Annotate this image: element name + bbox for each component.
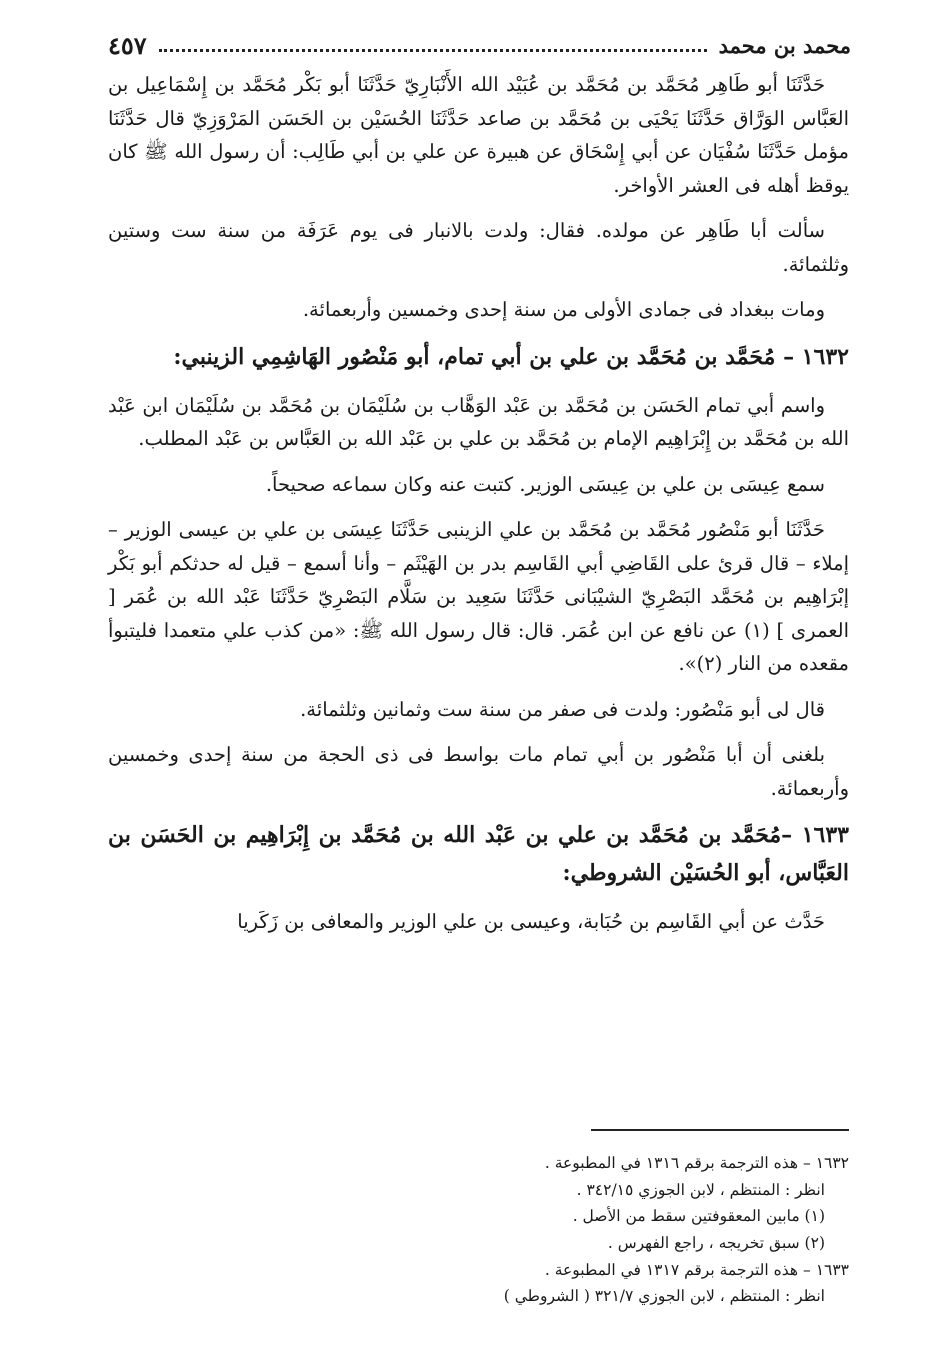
footnote-line: ١٦٣٣ – هذه الترجمة برقم ١٣١٧ في المطبوعة . [544,1260,849,1279]
page-header [108,28,851,62]
paragraph-birth: سألت أبا طَاهِر عن مولده. فقال: ولدت بالانبار فى يوم عَرَفَة من سنة ست وستين وثلثمائة. [108,219,849,276]
header-dotted-leader [159,39,707,52]
footnote-line: ١٦٣٢ – هذه الترجمة برقم ١٣١٦ في المطبوعة . [544,1154,849,1172]
entry-heading-1633: ١٦٣٣ –مُحَمَّد بن مُحَمَّد بن علي بن عَبْد الله بن مُحَمَّد بن إِبْرَاهِيم بن الحَسَن بن العَبَّاس، أبو الحُسَيْن الشروطي: [108,822,849,887]
paragraph-hadith-1: حَدَّثَنَا أبو طَاهِر مُحَمَّد بن مُحَمَّد بن عُبَيْد الله الأَنْبَارِيّ حَدَّثَنَا أبو بَكْر مُحَمَّد بن إِسْمَاعِيل بن العَبَّاس الوَرَّاق حَدَّثَنَا يَحْيَى بن مُحَمَّد بن صاعد حَدَّثَنَا الحُسَيْن بن الحَسَن المَرْوَزِيّ قال حَدَّثَنَا مؤمل حَدَّثَنَا سُفْيَان عن أبي إِسْحَاق عن هبيرة عن علي بن أبي طَالِب: أن رسول الله ﷺ كان يوقظ أهله فى العشر الأواخر. [108,73,849,197]
running-title: محمد بن محمد [718,32,851,58]
paragraph-lineage: واسم أبي تمام الحَسَن بن مُحَمَّد بن عَبْد الوَهَّاب بن سُلَيْمَان بن مُحَمَّد بن سُلَيْمَان ابن عَبْد الله بن مُحَمَّد بن إِبْرَاهِيم الإمام بن مُحَمَّد بن علي بن عَبْد الله بن العَبَّاس بن عَبْد المطلب. [108,393,849,451]
paragraph-hadith-2: حَدَّثَنَا أبو مَنْصُور مُحَمَّد بن مُحَمَّد بن علي الزينبى حَدَّثَنَا عِيسَى بن علي بن عيسى الوزير – إملاء – قال قرئ على القَاضِي أبي القَاسِم بدر بن الهَيْثَم – وأنا أسمع – قيل له حدثكم أبو بَكْر إبْرَاهِيم بن مُحَمَّد البَصْرِيّ الشيْبَانى حَدَّثَنَا سَعِيد بن سَلَّام البَصْرِيّ حَدَّثَنَا عَبْد الله بن عُمَر [ العمرى ] (١) عن نافع عن ابن عُمَر. قال: قال رسول الله ﷺ: «من كذب علي متعمدا فليتبوأ مقعده من النار (٢)». [108,518,849,676]
footnotes [108,1150,849,1310]
paragraph-birth-2: قال لى أبو مَنْصُور: ولدت فى صفر من سنة ست وثمانين وثلثمائة. [300,697,825,721]
paragraph-haddath: حَدَّث عن أبي القَاسِم بن حُبَابة، وعيسى بن علي الوزير والمعافى بن زَكَريا [237,910,825,934]
entry-heading-1632: ١٦٣٢ – مُحَمَّد بن مُحَمَّد بن علي بن أبي تمام، أبو مَنْصُور الهَاشِمِي الزينبي: [173,343,849,370]
paragraph-sama: سمع عِيسَى بن علي بن عِيسَى الوزير. كتبت عنه وكان سماعه صحيحاً. [265,472,825,496]
footnote-line: انظر : المنتظم ، لابن الجوزي ٣٤٢/١٥ . [576,1180,825,1199]
page-number: ٤٥٧ [108,30,147,60]
paragraph-death-2: بلغنى أن أبا مَنْصُور بن أبي تمام مات بواسط فى ذى الحجة من سنة إحدى وخمسين وأربعمائة. [108,743,849,800]
main-text [108,68,849,951]
footnote-line: (٢) سبق تخريجه ، راجع الفهرس . [607,1233,825,1252]
footnote-line: انظر : المنتظم ، لابن الجوزي ٣٢١/٧ ( الشروطي ) [503,1287,825,1306]
paragraph-death: ومات ببغداد فى جمادى الأولى من سنة إحدى وخمسين وأربعمائة. [302,298,825,322]
footnote-line: (١) مابين المعقوفتين سقط من الأصل . [572,1207,825,1226]
footnote-separator [591,1129,849,1131]
